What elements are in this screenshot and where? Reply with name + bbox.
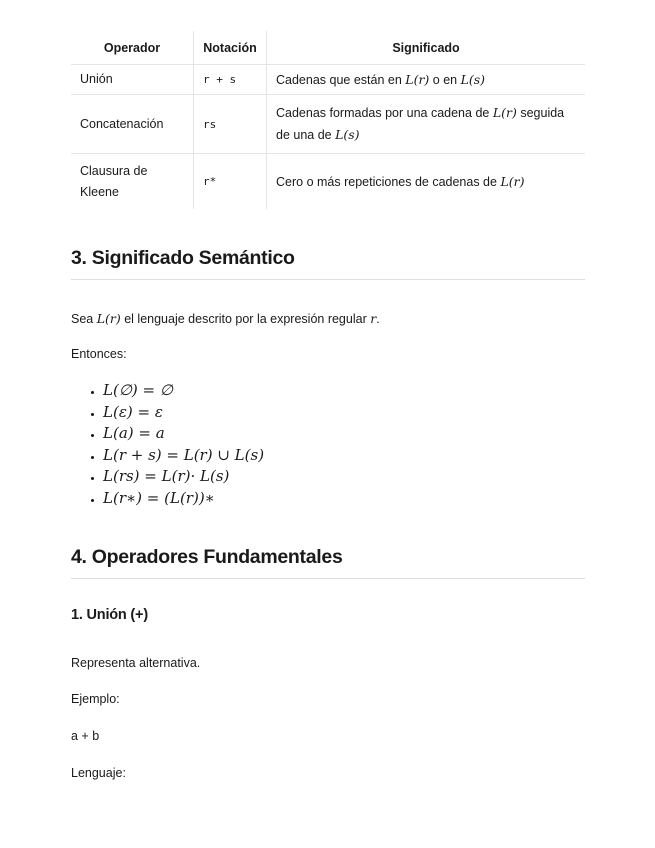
meaning-cell: Cadenas formadas por una cadena de L(r) seguida de una de L(s) (267, 95, 586, 154)
union-description: Representa alternativa. (71, 656, 201, 670)
semantics-intro: Sea L(r) el lenguaje descrito por la expresión regular r. (71, 311, 380, 326)
list-item: • L(rs) = L(r)· L(s) (103, 466, 264, 488)
language-label: Lenguaje: (71, 766, 126, 780)
operator-cell: Clausura de Kleene (71, 154, 194, 210)
notation-cell: rs (194, 95, 267, 154)
table-row (71, 95, 585, 154)
table-row (71, 154, 585, 210)
list-item: • L(r∗) = (L(r))∗ (103, 488, 264, 510)
notation-cell: r* (194, 154, 267, 210)
then-label: Entonces: (71, 347, 127, 361)
section-4-heading: 4. Operadores Fundamentales (71, 546, 585, 579)
example-label: Ejemplo: (71, 692, 120, 706)
table-header-row (71, 31, 585, 65)
list-item: • L(ε) = ε (103, 402, 264, 424)
union-subheading: 1. Unión (+) (71, 607, 148, 623)
operator-cell: Concatenación (71, 95, 194, 154)
header-operator: Operador (71, 31, 194, 65)
list-item: • L(a) = a (103, 423, 264, 445)
table-row (71, 65, 585, 95)
example-expression: a + b (71, 729, 100, 743)
meaning-cell: Cadenas que están en L(r) o en L(s) (267, 65, 586, 95)
operator-cell: Unión (71, 65, 194, 95)
semantic-rules-list (90, 380, 264, 509)
header-meaning: Significado (392, 40, 460, 55)
list-item: • L(r + s) = L(r) ∪ L(s) (103, 445, 264, 467)
header-notation: Notación (194, 31, 267, 65)
operators-table (71, 31, 585, 209)
meaning-cell: Cero o más repeticiones de cadenas de L(r) (267, 154, 586, 210)
notation-cell: r + s (194, 65, 267, 95)
section-3-heading: 3. Significado Semántico (71, 247, 585, 280)
list-item: • L(∅) = ∅ (103, 380, 264, 402)
